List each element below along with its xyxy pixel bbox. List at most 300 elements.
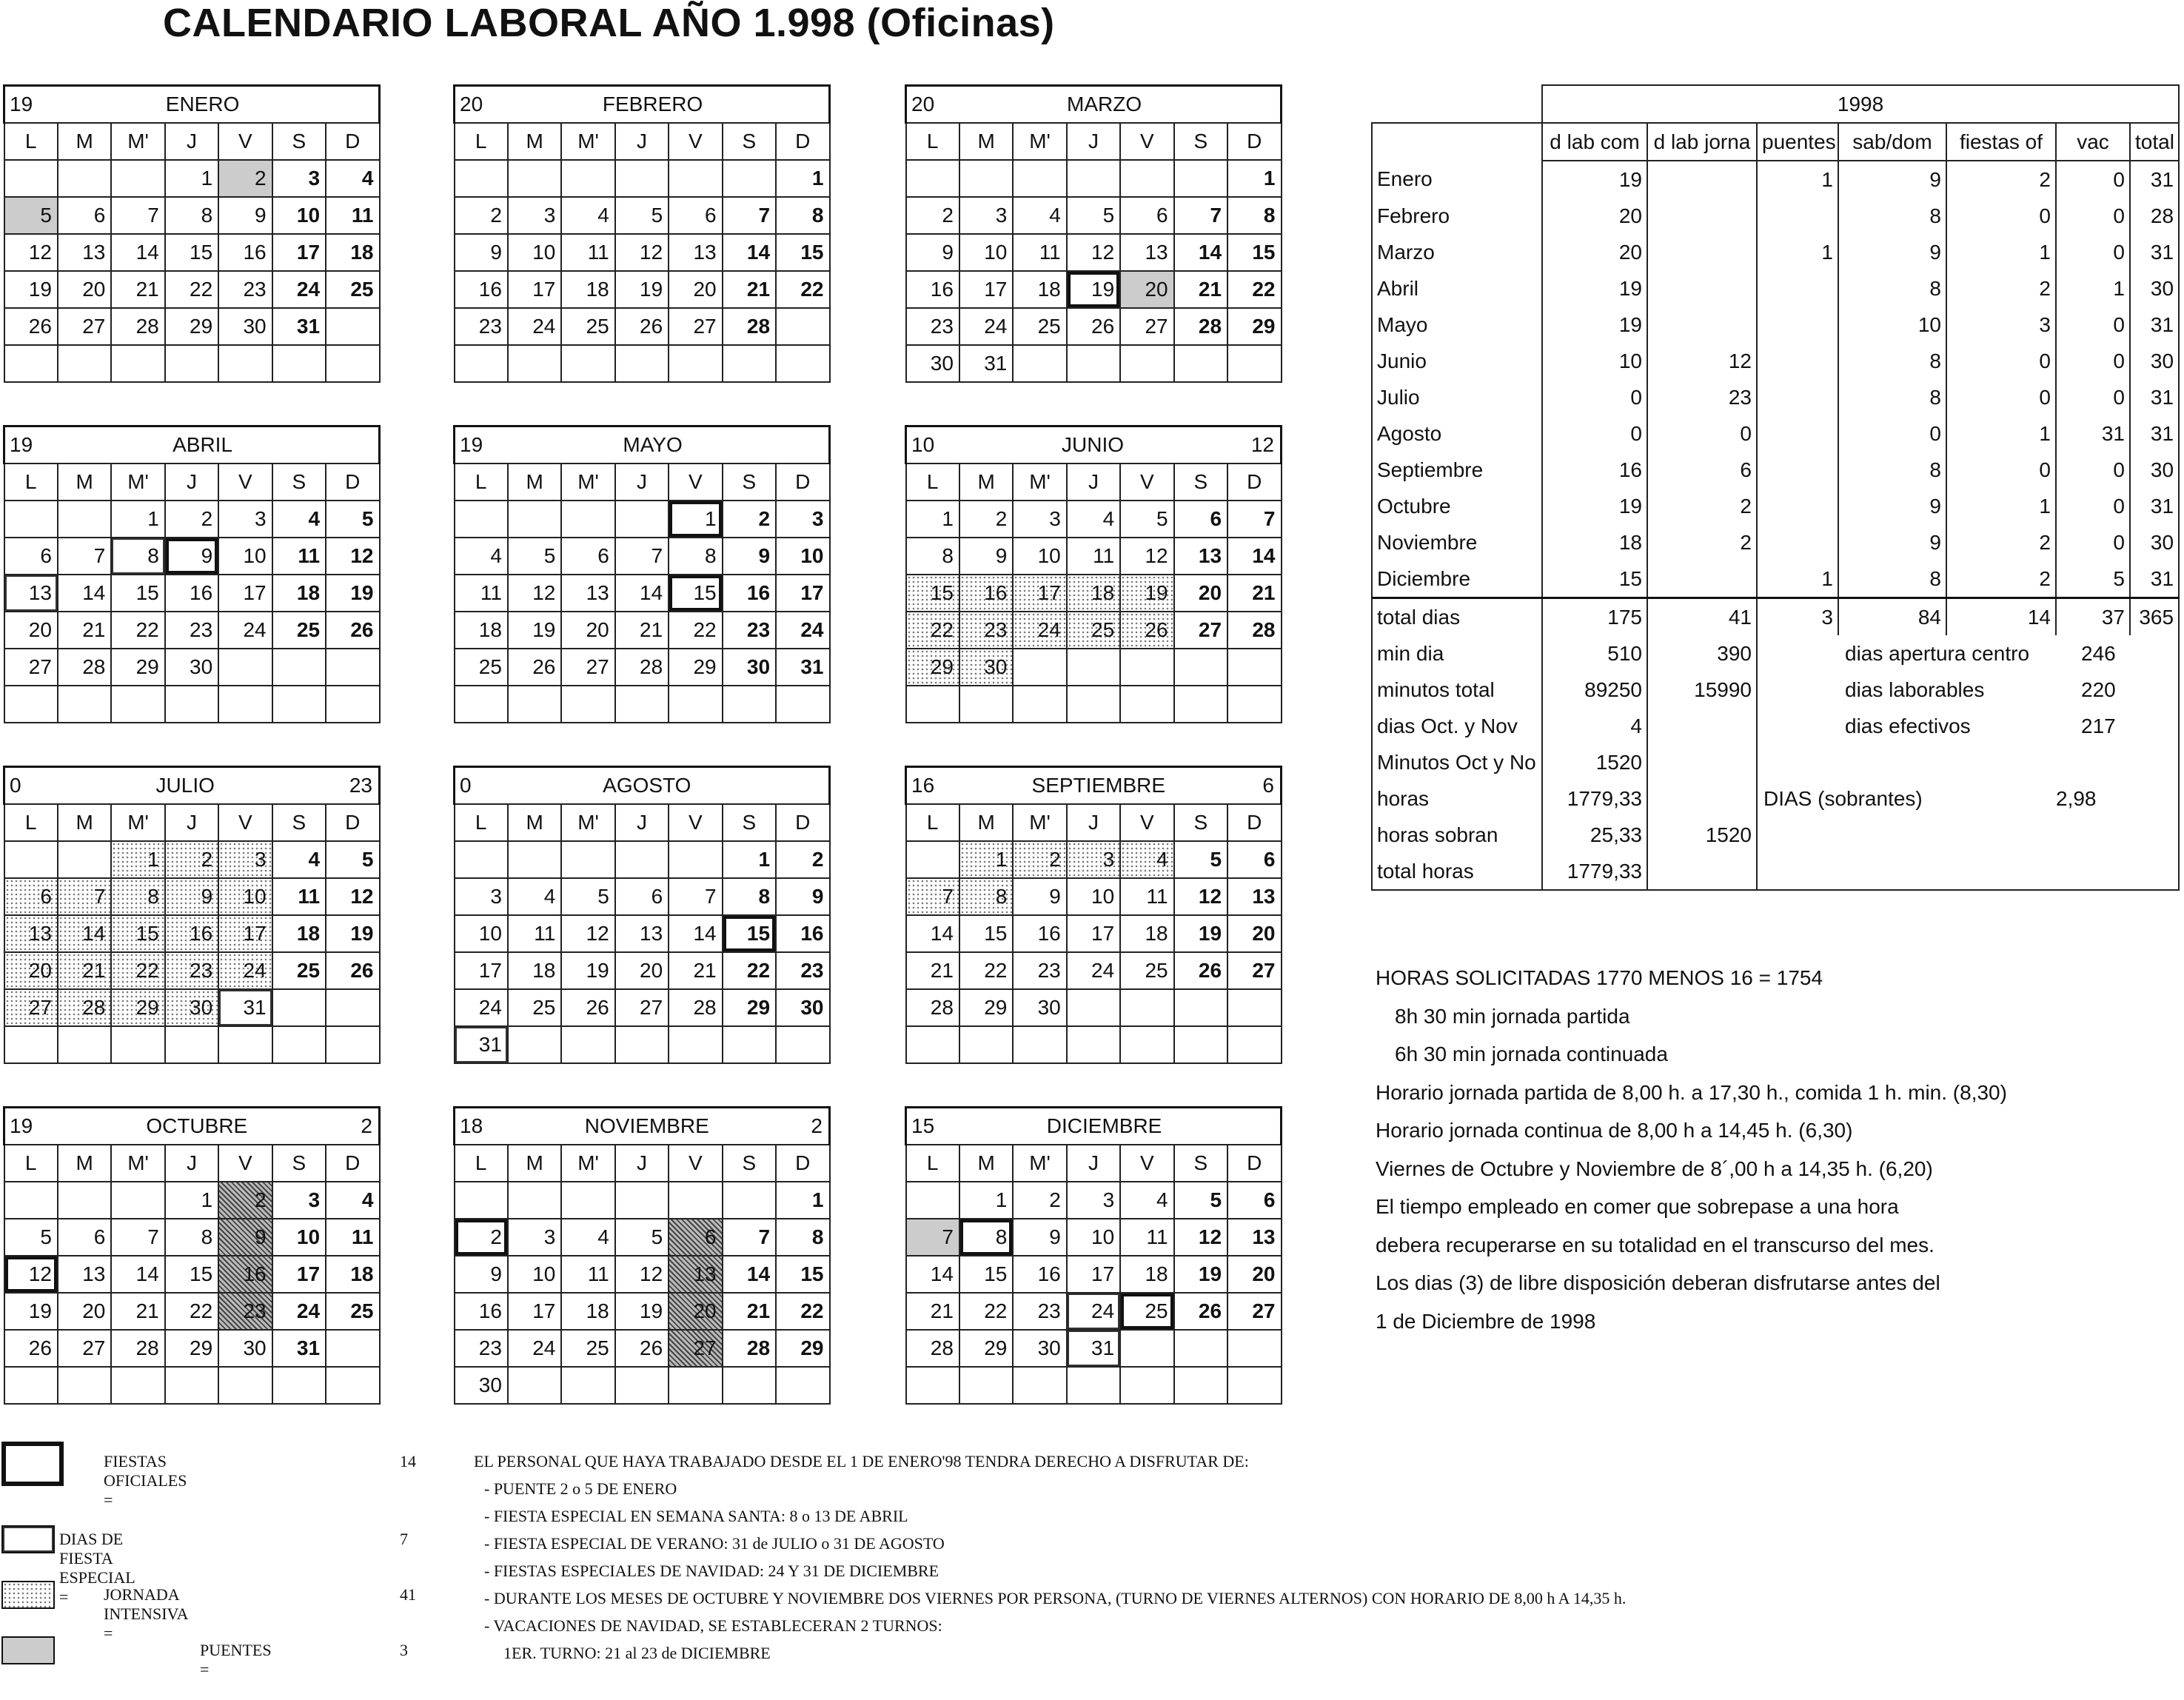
- weekday-header: M: [58, 123, 111, 160]
- empty-cell: [165, 345, 218, 382]
- summary-value: 1: [1757, 234, 1838, 270]
- summary-value: 0: [2056, 379, 2130, 415]
- day-cell: 7: [58, 878, 111, 915]
- day-cell: 23: [1013, 1293, 1066, 1330]
- day-cell: 2: [455, 1219, 508, 1256]
- empty-cell: [1227, 345, 1281, 382]
- extra-key: [1757, 817, 2056, 853]
- day-cell: 18: [455, 612, 508, 649]
- weekday-header: M': [111, 464, 164, 501]
- summary-value: 2: [1946, 560, 2056, 598]
- empty-cell: [561, 1367, 614, 1404]
- day-cell: 10: [508, 234, 561, 271]
- weekday-header: M': [111, 804, 164, 841]
- empty-cell: [111, 1367, 164, 1404]
- day-cell: 20: [1174, 575, 1227, 612]
- day-cell: 21: [669, 952, 722, 989]
- day-cell: 2: [218, 1182, 272, 1219]
- summary-value: 2: [1647, 488, 1757, 524]
- week-row: [455, 1293, 830, 1330]
- month-diciembre: [905, 1106, 1282, 1405]
- legend-label: PUENTES =: [200, 1641, 272, 1679]
- day-cell: 10: [272, 1219, 326, 1256]
- day-cell: 4: [326, 160, 379, 197]
- summary-table: [1371, 84, 2180, 891]
- weekday-header: S: [272, 123, 326, 160]
- week-row: [4, 1026, 380, 1063]
- summary-value: 19: [1542, 488, 1647, 524]
- summary-value: 9: [1838, 524, 1946, 560]
- month-lab-days: 19: [10, 1114, 33, 1137]
- empty-cell: [906, 686, 959, 723]
- day-cell: 19: [1174, 915, 1227, 952]
- day-cell: 27: [561, 649, 614, 686]
- day-cell: 29: [959, 1330, 1013, 1367]
- weekday-header: V: [218, 464, 272, 501]
- week-row: [455, 1330, 830, 1367]
- summary-value: 31: [2130, 161, 2179, 198]
- empty-cell: [1013, 160, 1066, 197]
- month-marzo: [905, 84, 1282, 383]
- note-line: Los dias (3) de libre disposición deberan disfrutarse antes del: [1376, 1271, 1940, 1294]
- empty-cell: [959, 160, 1013, 197]
- day-cell: 8: [111, 538, 164, 575]
- day-cell: 29: [111, 649, 164, 686]
- empty-cell: [561, 160, 614, 197]
- day-cell: 6: [1174, 501, 1227, 538]
- weekday-header: L: [4, 804, 58, 841]
- summary-value: [1757, 488, 1838, 524]
- day-cell: 15: [959, 1256, 1013, 1293]
- week-row: [906, 686, 1282, 723]
- empty-cell: [669, 1182, 722, 1219]
- day-cell: 29: [165, 308, 218, 345]
- empty-cell: [1067, 1367, 1120, 1404]
- day-cell: 16: [165, 575, 218, 612]
- week-row: [906, 1367, 1282, 1404]
- empty-cell: [272, 1026, 326, 1063]
- summary-month: Marzo: [1372, 234, 1542, 270]
- day-cell: 3: [1067, 841, 1120, 878]
- month-header: [455, 774, 828, 797]
- weekday-header: M': [1013, 464, 1066, 501]
- summary-value: 2: [1946, 270, 2056, 307]
- summary-value: 15: [1542, 560, 1647, 598]
- summary-value: 0: [1946, 198, 2056, 234]
- legend-label: JORNADA INTENSIVA =: [104, 1585, 188, 1642]
- week-row: [4, 1330, 380, 1367]
- week-row: [4, 345, 380, 382]
- month-header: [907, 433, 1280, 457]
- summary-value: 1: [1946, 488, 2056, 524]
- day-cell: 28: [723, 308, 776, 345]
- weekday-header: L: [906, 804, 959, 841]
- day-cell: 8: [165, 1219, 218, 1256]
- summary-value: 18: [1542, 524, 1647, 560]
- note-line: 1 de Diciembre de 1998: [1376, 1309, 1596, 1333]
- empty-cell: [1067, 345, 1120, 382]
- day-cell: 14: [58, 915, 111, 952]
- month-agosto: [453, 766, 831, 1064]
- weekday-header: V: [1120, 1145, 1173, 1182]
- weekday-header: V: [669, 804, 722, 841]
- weekday-header: S: [723, 123, 776, 160]
- day-cell: 17: [508, 271, 561, 308]
- week-row: [455, 1256, 830, 1293]
- empty-cell: [561, 345, 614, 382]
- day-cell: 15: [1227, 234, 1281, 271]
- week-row: [906, 952, 1282, 989]
- month-septiembre: [905, 766, 1282, 1064]
- week-row: [906, 575, 1282, 612]
- day-cell: 2: [455, 197, 508, 234]
- month-extra-days: 23: [349, 774, 372, 797]
- day-cell: 10: [959, 234, 1013, 271]
- empty-cell: [1174, 989, 1227, 1026]
- summary-month: Julio: [1372, 379, 1542, 415]
- empty-cell: [615, 1182, 669, 1219]
- empty-cell: [4, 1026, 58, 1063]
- day-cell: 5: [1120, 501, 1173, 538]
- rule-line: EL PERSONAL QUE HAYA TRABAJADO DESDE EL 1 DE ENERO'98 TENDRA DERECHO A DISFRUTAR DE:: [474, 1452, 1249, 1470]
- month-header: [455, 93, 828, 116]
- week-row: [4, 1293, 380, 1330]
- day-cell: 8: [959, 1219, 1013, 1256]
- day-cell: 23: [455, 308, 508, 345]
- summary-header: puentes: [1757, 123, 1838, 161]
- empty-cell: [218, 345, 272, 382]
- empty-cell: [1174, 649, 1227, 686]
- day-cell: 14: [906, 915, 959, 952]
- rule-line: 1ER. TURNO: 21 al 23 de DICIEMBRE: [503, 1644, 771, 1662]
- day-cell: 24: [1067, 1293, 1120, 1330]
- day-cell: 24: [455, 989, 508, 1026]
- day-cell: 14: [1174, 234, 1227, 271]
- day-cell: 30: [723, 649, 776, 686]
- weekday-header: M: [959, 1145, 1013, 1182]
- day-cell: 1: [906, 501, 959, 538]
- empty-cell: [508, 345, 561, 382]
- day-cell: 6: [669, 1219, 722, 1256]
- extra-value-a: 1779,33: [1542, 853, 1647, 890]
- empty-cell: [1120, 1367, 1173, 1404]
- extra-key-value: 246: [2056, 635, 2179, 672]
- day-cell: 12: [508, 575, 561, 612]
- day-cell: 3: [959, 197, 1013, 234]
- month-enero: [3, 84, 381, 383]
- week-row: [455, 915, 830, 952]
- day-cell: 26: [1120, 612, 1173, 649]
- day-cell: 20: [4, 612, 58, 649]
- weekday-header: M: [959, 804, 1013, 841]
- day-cell: 23: [723, 612, 776, 649]
- day-cell: 14: [1227, 538, 1281, 575]
- week-row: [455, 197, 830, 234]
- day-cell: 8: [959, 878, 1013, 915]
- day-cell: 5: [615, 1219, 669, 1256]
- empty-cell: [455, 345, 508, 382]
- empty-cell: [906, 841, 959, 878]
- summary-value: [1647, 161, 1757, 198]
- summary-value: 19: [1542, 307, 1647, 343]
- empty-cell: [1067, 1026, 1120, 1063]
- rule-line: - FIESTA ESPECIAL EN SEMANA SANTA: 8 o 13 DE ABRIL: [484, 1507, 908, 1525]
- day-cell: 23: [776, 952, 829, 989]
- day-cell: 6: [561, 538, 614, 575]
- day-cell: 22: [959, 952, 1013, 989]
- day-cell: 2: [165, 501, 218, 538]
- day-cell: 3: [272, 1182, 326, 1219]
- empty-cell: [326, 649, 379, 686]
- summary-header: d lab com: [1542, 123, 1647, 161]
- empty-cell: [508, 841, 561, 878]
- day-cell: 21: [723, 271, 776, 308]
- summary-row: [1372, 452, 2179, 488]
- empty-cell: [1227, 1026, 1281, 1063]
- day-cell: 27: [58, 1330, 111, 1367]
- month-lab-days: 10: [911, 433, 935, 456]
- summary-row: [1372, 560, 2179, 598]
- weekday-header: M: [508, 464, 561, 501]
- day-cell: 24: [272, 1293, 326, 1330]
- day-cell: 14: [669, 915, 722, 952]
- day-cell: 27: [4, 989, 58, 1026]
- day-cell: 4: [326, 1182, 379, 1219]
- day-cell: 4: [508, 878, 561, 915]
- empty-cell: [1120, 1026, 1173, 1063]
- day-cell: 18: [561, 271, 614, 308]
- day-cell: 19: [615, 271, 669, 308]
- day-cell: 12: [326, 878, 379, 915]
- day-cell: 5: [615, 197, 669, 234]
- empty-cell: [906, 1182, 959, 1219]
- day-cell: 20: [561, 612, 614, 649]
- summary-value: 10: [1838, 307, 1946, 343]
- empty-cell: [669, 1367, 722, 1404]
- summary-value: 31: [2130, 415, 2179, 452]
- day-cell: 28: [723, 1330, 776, 1367]
- day-cell: 12: [615, 1256, 669, 1293]
- day-cell: 14: [906, 1256, 959, 1293]
- day-cell: 29: [776, 1330, 829, 1367]
- day-cell: 11: [561, 234, 614, 271]
- day-cell: 25: [1120, 952, 1173, 989]
- note-line: debera recuperarse en su totalidad en el transcurso del mes.: [1376, 1233, 1935, 1256]
- empty-cell: [776, 345, 829, 382]
- week-row: [4, 538, 380, 575]
- day-cell: 5: [1067, 197, 1120, 234]
- weekday-header: D: [776, 1145, 829, 1182]
- day-cell: 19: [1067, 271, 1120, 308]
- summary-value: 30: [2130, 270, 2179, 307]
- summary-value: 30: [2130, 452, 2179, 488]
- summary-value: 0: [2056, 524, 2130, 560]
- empty-cell: [776, 686, 829, 723]
- empty-cell: [1067, 160, 1120, 197]
- weekday-header: D: [1227, 804, 1281, 841]
- day-cell: 2: [218, 160, 272, 197]
- day-cell: 9: [455, 1256, 508, 1293]
- day-cell: 24: [1013, 612, 1066, 649]
- legend-count: 14: [400, 1452, 416, 1470]
- extra-label: total horas: [1372, 853, 1542, 890]
- summary-value: 2: [1647, 524, 1757, 560]
- empty-cell: [959, 1026, 1013, 1063]
- week-row: [455, 575, 830, 612]
- empty-cell: [4, 841, 58, 878]
- day-cell: 6: [1227, 1182, 1281, 1219]
- weekday-header: D: [776, 123, 829, 160]
- weekday-header: V: [669, 123, 722, 160]
- day-cell: 21: [58, 952, 111, 989]
- day-cell: 8: [776, 197, 829, 234]
- day-cell: 7: [1174, 197, 1227, 234]
- summary-value: 0: [2056, 198, 2130, 234]
- week-row: [906, 649, 1282, 686]
- day-cell: 25: [1120, 1293, 1173, 1330]
- month-lab-days: 18: [460, 1114, 483, 1137]
- extra-key: [1757, 744, 2056, 780]
- note-line: 8h 30 min jornada partida: [1395, 1004, 1630, 1028]
- day-cell: 23: [218, 271, 272, 308]
- month-lab-days: 20: [911, 93, 935, 116]
- day-cell: 27: [669, 1330, 722, 1367]
- summary-value: 0: [1542, 379, 1647, 415]
- month-abril: [3, 425, 381, 723]
- day-cell: 14: [723, 234, 776, 271]
- day-cell: 2: [906, 197, 959, 234]
- empty-cell: [58, 1367, 111, 1404]
- day-cell: 2: [1013, 1182, 1066, 1219]
- day-cell: 16: [455, 271, 508, 308]
- day-cell: 30: [959, 649, 1013, 686]
- month-header: [907, 1114, 1280, 1138]
- empty-cell: [776, 1026, 829, 1063]
- weekday-header: L: [906, 123, 959, 160]
- weekday-header: M': [111, 123, 164, 160]
- empty-cell: [561, 501, 614, 538]
- day-cell: 3: [776, 501, 829, 538]
- extra-label: horas sobran: [1372, 817, 1542, 853]
- empty-cell: [1120, 345, 1173, 382]
- day-cell: 28: [1174, 308, 1227, 345]
- day-cell: 26: [326, 612, 379, 649]
- empty-cell: [218, 649, 272, 686]
- day-cell: 27: [669, 308, 722, 345]
- weekday-header: M': [1013, 123, 1066, 160]
- empty-cell: [58, 686, 111, 723]
- day-cell: 15: [111, 575, 164, 612]
- week-row: [4, 1367, 380, 1404]
- day-cell: 9: [1013, 878, 1066, 915]
- day-cell: 9: [455, 234, 508, 271]
- extra-key: dias laborables: [1845, 677, 1985, 701]
- day-cell: 2: [959, 501, 1013, 538]
- day-cell: 12: [4, 1256, 58, 1293]
- month-name: DICIEMBRE: [1046, 1114, 1162, 1137]
- empty-cell: [1120, 1330, 1173, 1367]
- day-cell: 7: [1227, 501, 1281, 538]
- summary-month: Noviembre: [1372, 524, 1542, 560]
- empty-cell: [508, 1367, 561, 1404]
- week-row: [4, 989, 380, 1026]
- day-cell: 28: [58, 989, 111, 1026]
- day-cell: 13: [669, 234, 722, 271]
- day-cell: 12: [4, 234, 58, 271]
- empty-cell: [111, 160, 164, 197]
- day-cell: 30: [906, 345, 959, 382]
- day-cell: 18: [272, 915, 326, 952]
- summary-row: [1372, 488, 2179, 524]
- day-cell: 9: [723, 538, 776, 575]
- day-cell: 8: [723, 878, 776, 915]
- weekday-header: M': [561, 804, 614, 841]
- day-cell: 21: [111, 1293, 164, 1330]
- day-cell: 21: [58, 612, 111, 649]
- summary-value: 1: [1757, 560, 1838, 598]
- day-cell: 4: [1120, 1182, 1173, 1219]
- weekday-header: M: [959, 464, 1013, 501]
- day-cell: 15: [776, 1256, 829, 1293]
- day-cell: 23: [906, 308, 959, 345]
- day-cell: 28: [615, 649, 669, 686]
- day-cell: 10: [218, 878, 272, 915]
- week-row: [4, 1256, 380, 1293]
- day-cell: 21: [1174, 271, 1227, 308]
- day-cell: 18: [1120, 915, 1173, 952]
- day-cell: 6: [4, 538, 58, 575]
- day-cell: 12: [561, 915, 614, 952]
- day-cell: 27: [1227, 952, 1281, 989]
- summary-value: 10: [1542, 343, 1647, 379]
- empty-cell: [561, 686, 614, 723]
- week-row: [906, 160, 1282, 197]
- day-cell: 29: [906, 649, 959, 686]
- extra-key-value: [2056, 744, 2179, 780]
- week-row: [455, 308, 830, 345]
- empty-cell: [669, 686, 722, 723]
- week-row: [455, 271, 830, 308]
- empty-cell: [508, 1182, 561, 1219]
- empty-cell: [1013, 649, 1066, 686]
- month-julio: [3, 766, 381, 1064]
- extra-label: horas: [1372, 780, 1542, 817]
- day-cell: 22: [165, 271, 218, 308]
- day-cell: 5: [1174, 841, 1227, 878]
- week-row: [906, 1026, 1282, 1063]
- day-cell: 18: [272, 575, 326, 612]
- summary-value: 2: [1946, 524, 2056, 560]
- week-row: [4, 308, 380, 345]
- day-cell: 1: [959, 1182, 1013, 1219]
- summary-value: 20: [1542, 234, 1647, 270]
- week-row: [906, 271, 1282, 308]
- empty-cell: [669, 160, 722, 197]
- summary-value: 31: [2130, 560, 2179, 598]
- empty-cell: [776, 1367, 829, 1404]
- week-row: [455, 234, 830, 271]
- day-cell: 31: [776, 649, 829, 686]
- empty-cell: [455, 686, 508, 723]
- month-extra-days: 12: [1250, 433, 1274, 456]
- day-cell: 19: [326, 575, 379, 612]
- day-cell: 7: [906, 878, 959, 915]
- day-cell: 3: [272, 160, 326, 197]
- summary-row: [1372, 415, 2179, 452]
- weekday-header: D: [776, 464, 829, 501]
- day-cell: 1: [723, 841, 776, 878]
- week-row: [4, 575, 380, 612]
